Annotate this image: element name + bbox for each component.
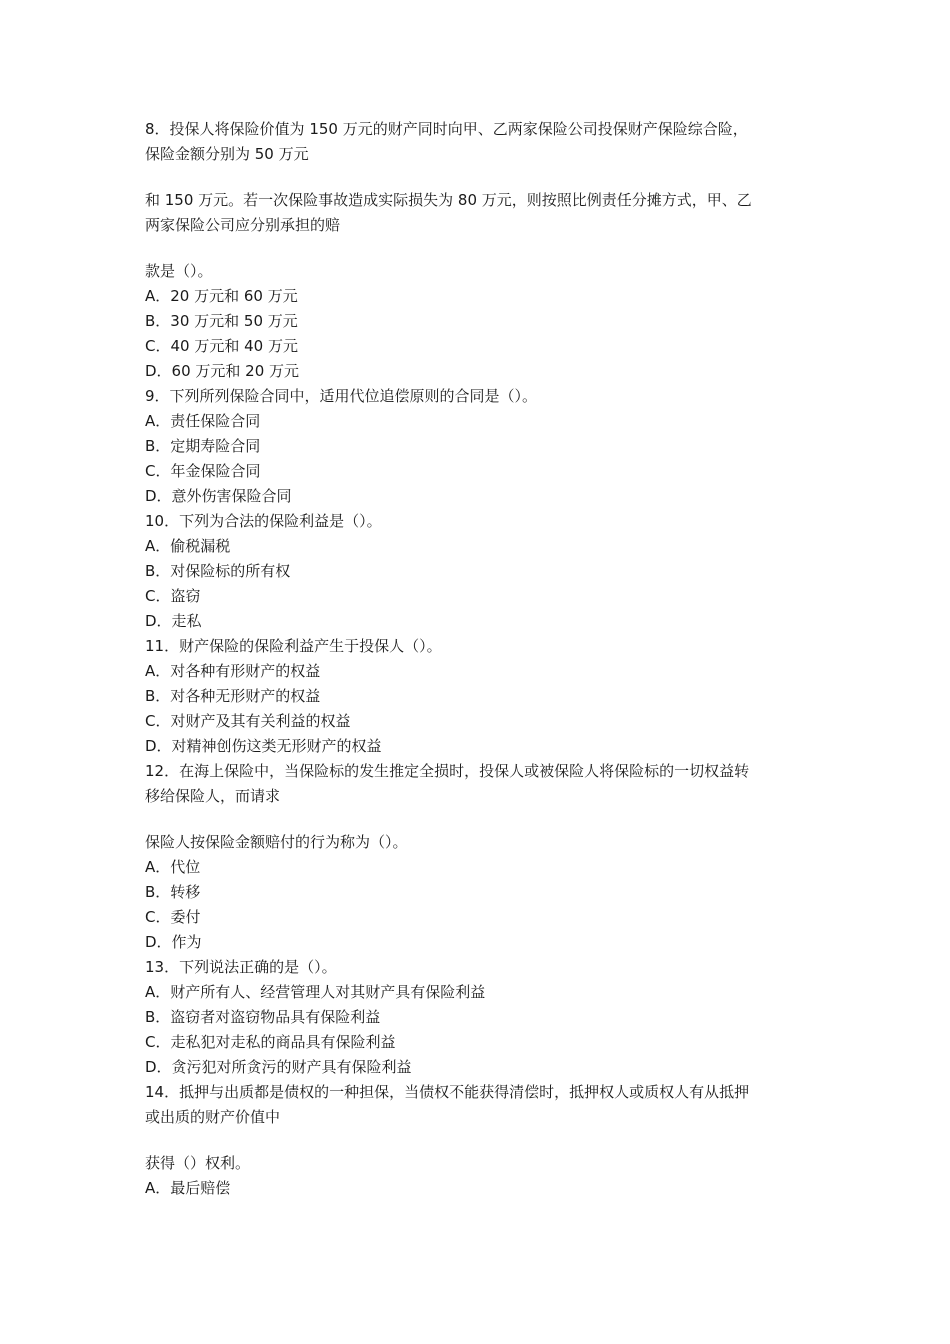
- question-text-line: 9．下列所列保险合同中，适用代位追偿原则的合同是（）。: [145, 387, 538, 405]
- answer-option: A．财产所有人、经营管理人对其财产具有保险利益: [145, 983, 486, 1001]
- question-text-line: 10．下列为合法的保险利益是（）。: [145, 512, 382, 530]
- answer-option: C．委付: [145, 908, 201, 926]
- answer-option: C．年金保险合同: [145, 462, 261, 480]
- question-text-line: 获得（）权利。: [145, 1154, 251, 1172]
- paragraph-spacer: [145, 809, 810, 830]
- answer-option: A．代位: [145, 858, 201, 876]
- question-text-line: 14．抵押与出质都是债权的一种担保，当债权不能获得清偿时，抵押权人或质权人有从抵押: [145, 1083, 750, 1101]
- question-text-line: 8．投保人将保险价值为 150 万元的财产同时向甲、乙两家保险公司投保财产保险综合险，: [145, 120, 748, 138]
- question-text-line: 11．财产保险的保险利益产生于投保人（）。: [145, 637, 442, 655]
- question-text-line: 12．在海上保险中，当保险标的发生推定全损时，投保人或被保险人将保险标的一切权益转: [145, 762, 750, 780]
- question-text-line: 13．下列说法正确的是（）。: [145, 958, 337, 976]
- answer-option: D．对精神创伤这类无形财产的权益: [145, 737, 382, 755]
- answer-option: B．定期寿险合同: [145, 437, 261, 455]
- question-text-line: 两家保险公司应分别承担的赔: [145, 216, 341, 234]
- answer-option: A．最后赔偿: [145, 1179, 231, 1197]
- answer-option: D．作为: [145, 933, 202, 951]
- answer-option: A．对各种有形财产的权益: [145, 662, 321, 680]
- answer-option: D．贪污犯对所贪污的财产具有保险利益: [145, 1058, 412, 1076]
- question-text-line: 和 150 万元。若一次保险事故造成实际损失为 80 万元，则按照比例责任分摊方式，甲、乙: [145, 191, 752, 209]
- answer-option: B．对保险标的所有权: [145, 562, 291, 580]
- question-text-line: 移给保险人，而请求: [145, 787, 281, 805]
- answer-option: A．责任保险合同: [145, 412, 261, 430]
- answer-option: A．20 万元和 60 万元: [145, 287, 298, 305]
- answer-option: A．偷税漏税: [145, 537, 231, 555]
- answer-option: D．走私: [145, 612, 202, 630]
- document-body: [145, 117, 810, 1201]
- paragraph-spacer: [145, 1130, 810, 1151]
- answer-option: D．意外伤害保险合同: [145, 487, 292, 505]
- question-text-line: 或出质的财产价值中: [145, 1108, 281, 1126]
- question-text-line: 款是（）。: [145, 262, 213, 280]
- answer-option: C．走私犯对走私的商品具有保险利益: [145, 1033, 396, 1051]
- answer-option: B．对各种无形财产的权益: [145, 687, 321, 705]
- answer-option: C．盗窃: [145, 587, 201, 605]
- question-text-line: 保险人按保险金额赔付的行为称为（）。: [145, 833, 408, 851]
- answer-option: B．转移: [145, 883, 201, 901]
- answer-option: B．盗窃者对盗窃物品具有保险利益: [145, 1008, 381, 1026]
- paragraph-spacer: [145, 167, 810, 188]
- question-text-line: 保险金额分别为 50 万元: [145, 145, 309, 163]
- answer-option: D．60 万元和 20 万元: [145, 362, 300, 380]
- answer-option: C．40 万元和 40 万元: [145, 337, 298, 355]
- answer-option: B．30 万元和 50 万元: [145, 312, 298, 330]
- answer-option: C．对财产及其有关利益的权益: [145, 712, 351, 730]
- paragraph-spacer: [145, 238, 810, 259]
